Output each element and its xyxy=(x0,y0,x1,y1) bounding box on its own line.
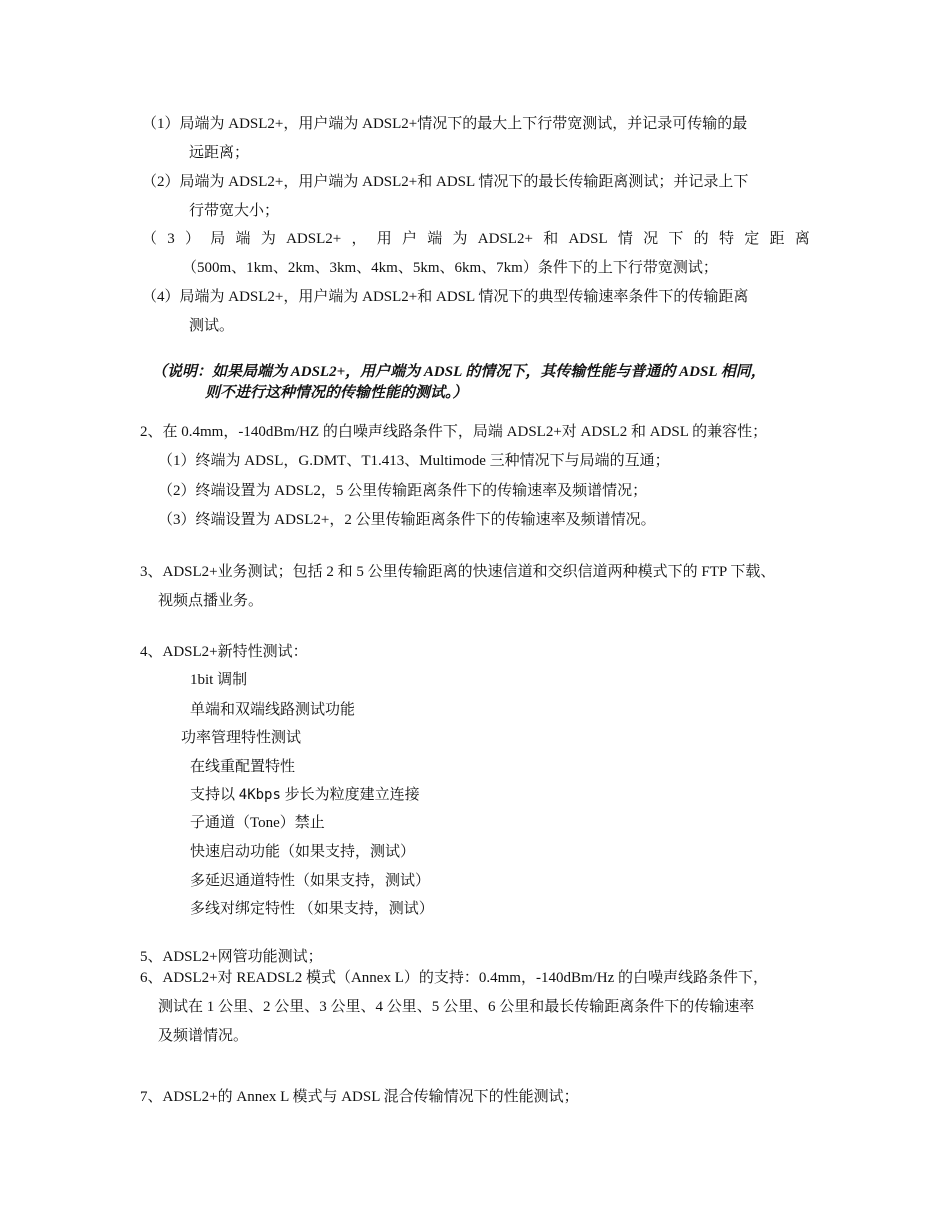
justified-token: 情 xyxy=(617,231,633,247)
intro-item-3-line1 xyxy=(142,229,810,249)
feature-item: 多线对绑定特性 （如果支持，测试） xyxy=(190,901,434,917)
justified-token: ） xyxy=(185,231,201,247)
feature-item: 快速启动功能（如果支持，测试） xyxy=(190,844,416,860)
justified-token: ADSL xyxy=(568,231,608,247)
justified-token: 3 xyxy=(167,231,175,247)
section-3-line1: 3、ADSL2+业务测试；包括 2 和 5 公里传输距离的快速信道和交织信道两种模式下的 FTP 下载、 xyxy=(140,564,776,580)
justified-token: 端 xyxy=(427,231,443,247)
justified-token: ADSL2+ xyxy=(477,231,533,247)
justified-token: 的 xyxy=(693,231,709,247)
intro-item-2-line1: （2）局端为 ADSL2+，用户端为 ADSL2+和 ADSL 情况下的最长传输距离测试；并记录上下 xyxy=(142,174,749,190)
feature-item: 支持以 4Kbps 步长为粒度建立连接 xyxy=(190,787,420,803)
feature-item: 功率管理特性测试 xyxy=(181,730,302,746)
section-2-item-2: （2）终端设置为 ADSL2，5 公里传输距离条件下的传输速率及频谱情况； xyxy=(158,483,648,499)
justified-token: 户 xyxy=(402,231,418,247)
section-6-line1: 6、ADSL2+对 READSL2 模式（Annex L）的支持：0.4mm，-140dBm/Hz 的白噪声线路条件下， xyxy=(140,970,769,986)
justified-token: （ xyxy=(142,231,158,247)
section-3-line2: 视频点播业务。 xyxy=(158,593,264,609)
mono-text: 4Kbps xyxy=(238,787,281,803)
feature-item: 1bit 调制 xyxy=(190,672,248,688)
justified-token: 局 xyxy=(210,231,226,247)
intro-item-1-line1: （1）局端为 ADSL2+，用户端为 ADSL2+情况下的最大上下行带宽测试，并记录可传输的最 xyxy=(142,116,748,132)
section-2-heading: 2、在 0.4mm，-140dBm/HZ 的白噪声线路条件下，局端 ADSL2+对 ADSL2 和 ADSL 的兼容性； xyxy=(140,424,768,440)
justified-token: 为 xyxy=(452,231,468,247)
feature-item: 子通道（Tone）禁止 xyxy=(190,815,325,831)
justified-token: 端 xyxy=(235,231,251,247)
justified-token: 况 xyxy=(643,231,659,247)
section-6-line2: 测试在 1 公里、2 公里、3 公里、4 公里、5 公里、6 公里和最长传输距离条件下的传输速率 xyxy=(158,999,755,1015)
justified-token: ADSL2+ xyxy=(286,231,342,247)
intro-item-4-line2: 测试。 xyxy=(189,318,235,334)
note-line1: （说明：如果局端为 ADSL2+，用户端为 ADSL 的情况下，其传输性能与普通的 ADSL 相同， xyxy=(152,364,766,380)
intro-item-2-line2: 行带宽大小； xyxy=(189,203,280,219)
justified-token: 用 xyxy=(376,231,392,247)
section-5-heading: 5、ADSL2+网管功能测试； xyxy=(140,949,323,965)
justified-token: 定 xyxy=(744,231,760,247)
note-line2: 则不进行这种情况的传输性能的测试。） xyxy=(205,385,468,401)
intro-item-4-line1: （4）局端为 ADSL2+，用户端为 ADSL2+和 ADSL 情况下的典型传输速率条件下的传输距离 xyxy=(142,289,749,305)
intro-item-3-line2: （500m、1km、2km、3km、4km、5km、6km、7km）条件下的上下行带宽测试； xyxy=(182,260,718,276)
justified-token: 和 xyxy=(543,231,559,247)
feature-item: 在线重配置特性 xyxy=(190,759,296,775)
section-2-item-3: （3）终端设置为 ADSL2+，2 公里传输距离条件下的传输速率及频谱情况。 xyxy=(158,512,656,528)
section-6-line3: 及频谱情况。 xyxy=(158,1028,249,1044)
section-7-heading: 7、ADSL2+的 Annex L 模式与 ADSL 混合传输情况下的性能测试； xyxy=(140,1089,579,1105)
feature-item: 多延迟通道特性（如果支持，测试） xyxy=(190,873,431,889)
intro-item-1-line2: 远距离； xyxy=(189,145,250,161)
justified-token: 离 xyxy=(794,231,810,247)
section-2-item-1: （1）终端为 ADSL，G.DMT、T1.413、Multimode 三种情况下与局端的互通； xyxy=(158,453,670,469)
justified-token: ， xyxy=(351,231,367,247)
feature-item: 单端和双端线路测试功能 xyxy=(190,702,356,718)
section-4-heading: 4、ADSL2+新特性测试： xyxy=(140,644,308,660)
justified-token: 距 xyxy=(769,231,785,247)
justified-token: 特 xyxy=(718,231,734,247)
justified-token: 下 xyxy=(668,231,684,247)
justified-token: 为 xyxy=(260,231,276,247)
